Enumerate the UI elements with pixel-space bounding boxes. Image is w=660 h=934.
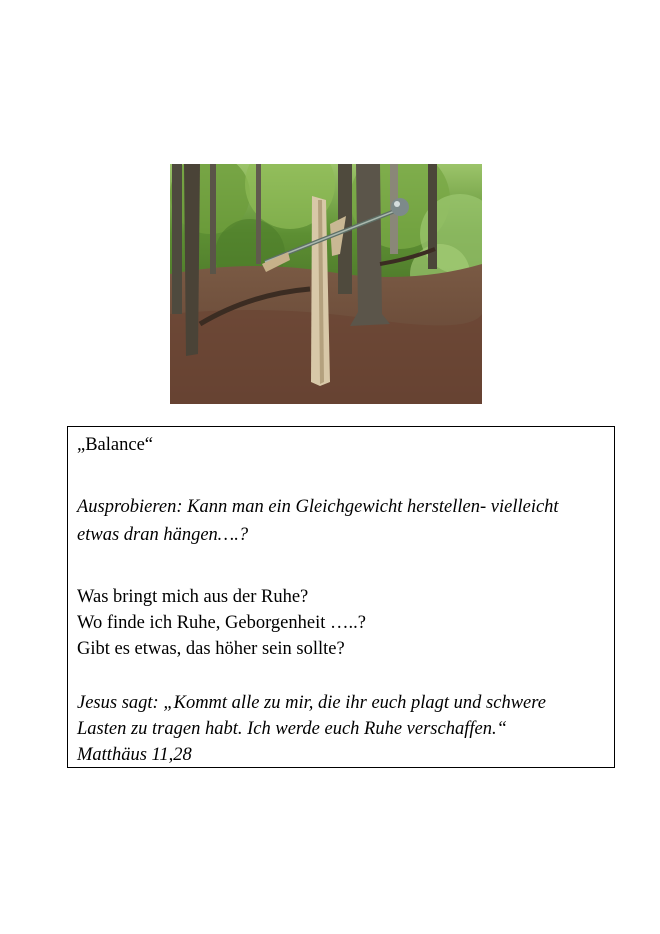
question-line-2: Wo finde ich Ruhe, Geborgenheit …..? (77, 613, 366, 633)
try-it-line-2: etwas dran hängen….? (77, 525, 249, 545)
question-line-3: Gibt es etwas, das höher sein sollte? (77, 639, 345, 659)
quote-line-2: Lasten zu tragen habt. Ich werde euch Ruhe verschaffen.“ (77, 719, 507, 739)
question-line-1: Was bringt mich aus der Ruhe? (77, 587, 309, 607)
quote-reference: Matthäus 11,28 (77, 745, 192, 765)
text-card (67, 426, 615, 768)
forest-sculpture-photo (170, 164, 482, 404)
quote-line-1: Jesus sagt: „Kommt alle zu mir, die ihr euch plagt und schwere (77, 693, 546, 713)
card-title: „Balance“ (77, 435, 153, 455)
try-it-line-1: Ausprobieren: Kann man ein Gleichgewicht herstellen- vielleicht (77, 497, 559, 517)
